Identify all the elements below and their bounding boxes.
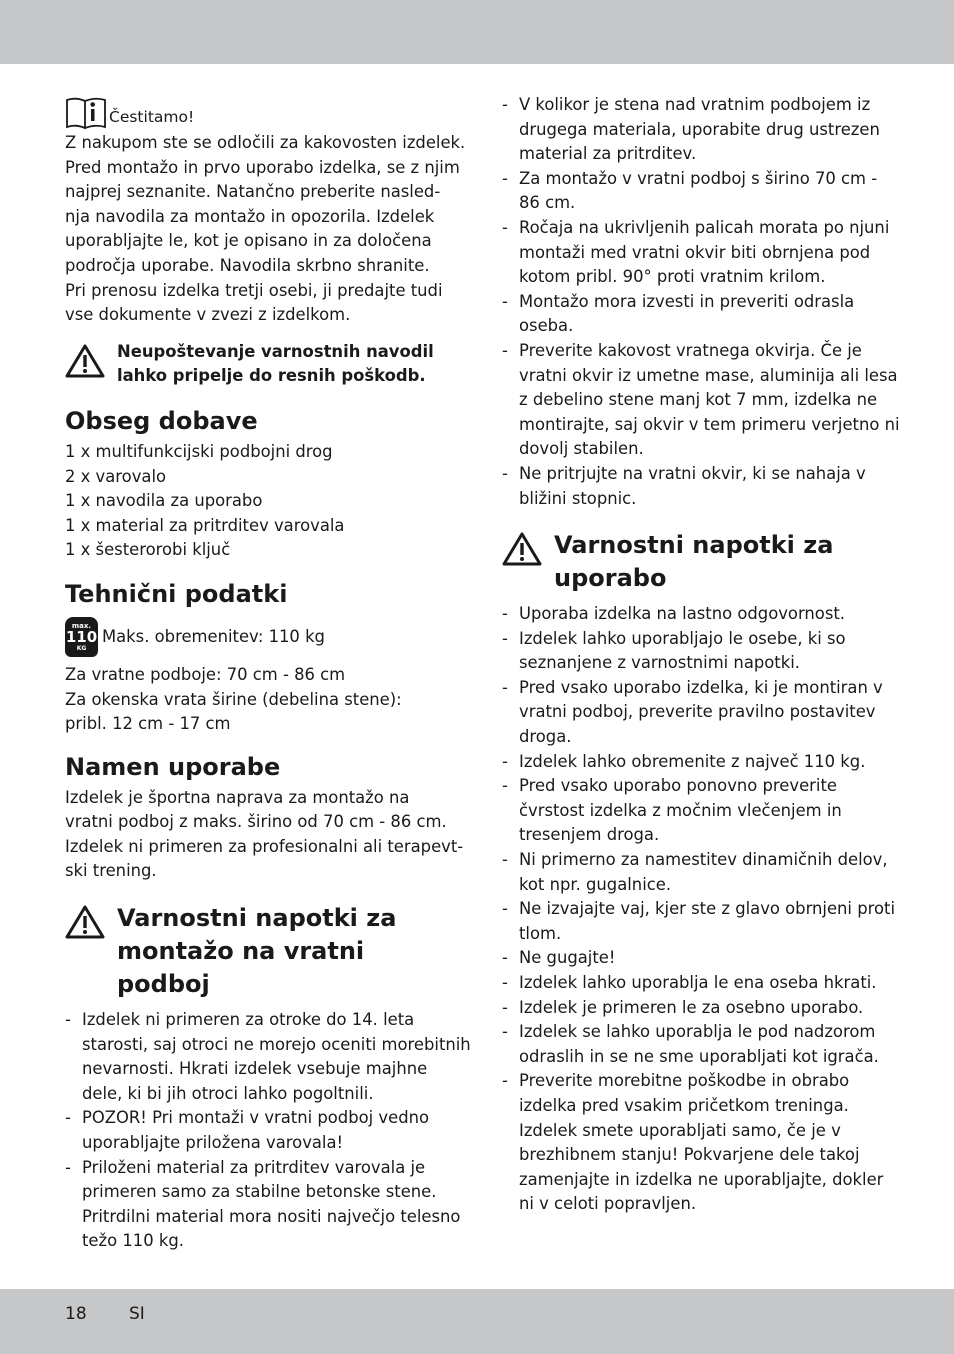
- intro-line: Pri prenosu izdelka tretji osebi, ji predajte tudi: [65, 280, 443, 300]
- intro-heading-row: [65, 96, 455, 130]
- list-item: - Pred vsako uporabo ponovno preverite čvrstost izdelka z močnim vlečenjem in tresenjem droga.: [502, 774, 892, 848]
- intro-line: nja navodila za montažo in opozorila. Izdelek: [65, 206, 435, 226]
- max-load-row: [65, 617, 455, 657]
- intro-line: področja uporabe. Navodila skrbno shranite.: [65, 255, 430, 275]
- tech-line: Za okenska vrata širine (debelina stene):: [65, 689, 402, 709]
- intro-line: vse dokumente v zvezi z izdelkom.: [65, 305, 351, 325]
- intro-line: Z nakupom ste se odločili za kakovosten izdelek.: [65, 133, 466, 152]
- list-item: - Priloženi material za pritrditev varovala je primeren samo za stabilne betonske stene. Pritrdilni material mora nositi največjo telesno težo 110 kg.: [65, 1156, 455, 1254]
- scope-title: Obseg dobave: [65, 406, 258, 435]
- list-item: - Izdelek je primeren le za osebno uporabo.: [502, 996, 892, 1021]
- scope-item: 1 x multifunkcijski podbojni drog: [65, 441, 333, 461]
- intro-heading: Čestitamo!: [109, 108, 195, 127]
- badge-top: max.: [71, 621, 92, 630]
- list-item: - Izdelek lahko uporablja le ena oseba hkrati.: [502, 971, 892, 996]
- list-item: - POZOR! Pri montaži v vratni podboj vedno uporabljajte priložena varovala!: [65, 1106, 455, 1155]
- tech-line: Za vratne podboje: 70 cm - 86 cm: [65, 664, 346, 684]
- warning-text: lahko pripelje do resnih poškodb.: [117, 366, 426, 386]
- tech-lines: [65, 663, 455, 737]
- intro-line: najprej seznanite. Natančno preberite nasled-: [65, 182, 441, 202]
- list-item: - Izdelek se lahko uporablja le pod nadzorom odraslih in se ne sme uporabljati kot igrača.: [502, 1020, 892, 1069]
- general-warning: [65, 340, 455, 389]
- badge-unit: KG: [76, 644, 87, 652]
- intro-line: uporabljajte le, kot je opisano in za določena: [65, 231, 432, 251]
- left-column: [65, 96, 471, 1254]
- scope-item: 1 x šesterorobi ključ: [65, 540, 231, 560]
- purpose-title: Namen uporabe: [65, 752, 281, 781]
- scope-item: 1 x material za pritrditev varovala: [65, 515, 345, 535]
- badge-value: 110: [65, 627, 98, 646]
- scope-item: 1 x navodila za uporabo: [65, 491, 263, 511]
- list-item: - Izdelek lahko uporabljajo le osebe, ki so seznanjene z varnostnimi napotki.: [502, 627, 892, 676]
- intro-text: [65, 131, 466, 328]
- safety-use-title: Varnostni napotki za: [554, 531, 834, 560]
- purpose-line: ski trening.: [65, 861, 157, 881]
- safety-mount-title: podboj: [117, 970, 210, 999]
- intro-line: Pred montažo in prvo uporabo izdelka, se z njim: [65, 157, 460, 177]
- language-code: SI: [129, 1304, 145, 1324]
- page-number: 18: [65, 1304, 87, 1324]
- scope-item: 2 x varovalo: [65, 466, 167, 486]
- list-item: - Preverite morebitne poškodbe in obrabo izdelka pred vsakim pričetkom treninga. Izdelek smete uporabljati samo, če je v brezhibnem stanju! Pokvarjene dele takoj zamenjajte in izdelka ne uporabljajte, dokler ni v celoti popravljen.: [502, 1069, 892, 1217]
- header-band: [0, 0, 954, 64]
- tech-title: Tehnični podatki: [65, 579, 288, 608]
- warning-triangle-icon: [65, 904, 105, 940]
- mount-continued-list: [502, 93, 900, 511]
- list-item: - Preverite kakovost vratnega okvirja. Če je vratni okvir iz umetne mase, aluminija ali lesa z debelino stene manj kot 7 mm, izdelka ne montirajte, saj okvir v tem primeru verjetno ni dovolj stabilen.: [502, 339, 892, 462]
- list-item: - Ročaja na ukrivljenih palicah morata po njuni montaži med vratni okvir biti obrnjena pod kotom pribl. 90° proti vratnim krilom.: [502, 216, 892, 290]
- info-book-icon: [65, 96, 107, 130]
- list-item: - Izdelek lahko obremenite z največ 110 kg.: [502, 750, 892, 775]
- list-item: - Za montažo v vratni podboj s širino 70 cm - 86 cm.: [502, 167, 892, 216]
- list-item: - Pred vsako uporabo izdelka, ki je montiran v vratni podboj, preverite pravilno postavitev droga.: [502, 676, 892, 750]
- list-item: - Ne gugajte!: [502, 946, 892, 971]
- list-item: - Montažo mora izvesti in preveriti odrasla oseba.: [502, 290, 892, 339]
- purpose-line: vratni podboj z maks. širino od 70 cm - 86 cm.: [65, 812, 447, 832]
- purpose-text: [65, 786, 464, 884]
- warning-text: Neupoštevanje varnostnih navodil: [117, 341, 434, 361]
- list-item: - Uporaba izdelka na lastno odgovornost.: [502, 602, 892, 627]
- safety-mount-list: [65, 1008, 471, 1254]
- tech-line: pribl. 12 cm - 17 cm: [65, 714, 231, 734]
- safety-mount-heading: [65, 902, 455, 1001]
- scope-list: [65, 440, 455, 563]
- list-item: - V kolikor je stena nad vratnim podbojem iz drugega materiala, uporabite drug ustrezen material za pritrditev.: [502, 93, 892, 167]
- warning-triangle-icon: [502, 531, 542, 567]
- warning-triangle-icon: [65, 343, 105, 379]
- list-item: - Ne izvajajte vaj, kjer ste z glavo obrnjeni proti tlom.: [502, 897, 892, 946]
- safety-mount-title: montažo na vratni: [117, 937, 365, 966]
- max-load-text: Maks. obremenitev: 110 kg: [102, 626, 325, 646]
- list-item: - Ni primerno za namestitev dinamičnih delov, kot npr. gugalnice.: [502, 848, 892, 897]
- safety-use-heading: [502, 529, 892, 595]
- purpose-line: Izdelek je športna naprava za montažo na: [65, 787, 410, 807]
- purpose-line: Izdelek ni primeren za profesionalni ali terapevt-: [65, 836, 464, 856]
- list-item: - Ne pritrjujte na vratni okvir, ki se nahaja v bližini stopnic.: [502, 462, 892, 511]
- safety-use-list: [502, 602, 895, 1217]
- list-item: - Izdelek ni primeren za otroke do 14. leta starosti, saj otroci ne morejo oceniti morebitnih nevarnosti. Hkrati izdelek vsebuje majhne dele, ki bi jih otroci lahko pogoltnili.: [65, 1008, 455, 1106]
- right-column: [502, 93, 900, 1217]
- weight-badge-icon: [65, 617, 98, 657]
- safety-mount-title: Varnostni napotki za: [117, 904, 397, 933]
- safety-use-title: uporabo: [554, 564, 667, 593]
